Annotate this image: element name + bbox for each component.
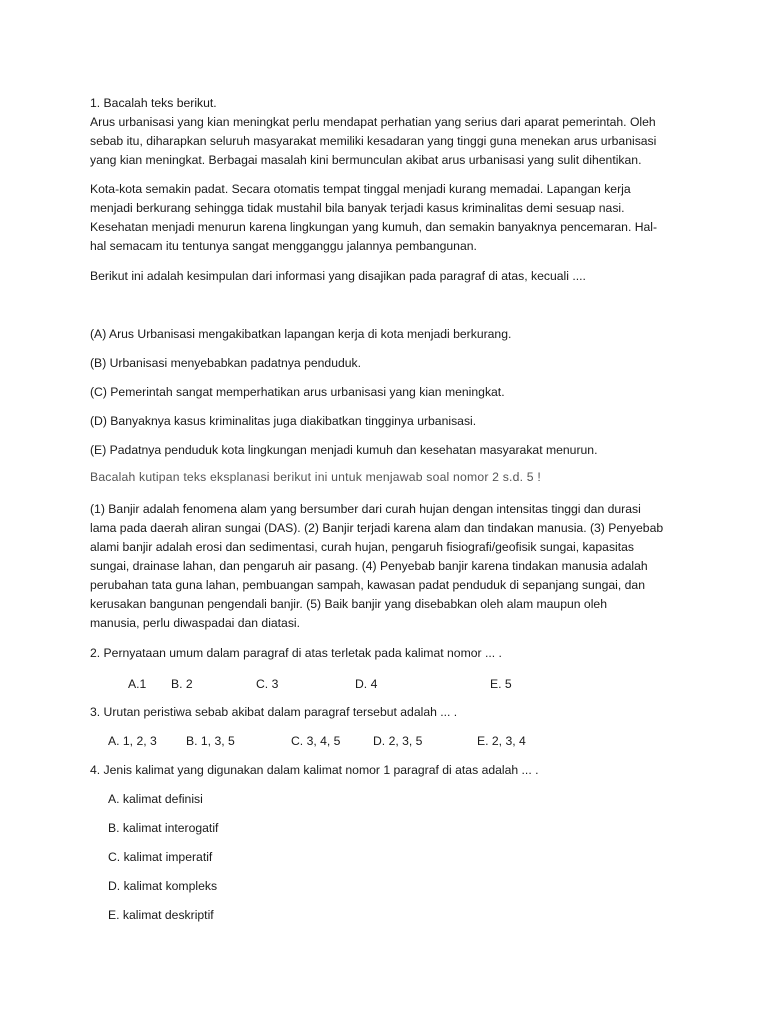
q1-para1-line: sebab itu, diharapkan seluruh masyarakat memiliki kesadaran yang tinggi guna menekan arus urbanisasi [90, 134, 657, 148]
passage-line: (1) Banjir adalah fenomena alam yang bersumber dari curah hujan dengan intensitas tinggi dan durasi [90, 502, 641, 516]
q3-option-d: D. 2, 3, 5 [373, 734, 423, 748]
passage-line: sungai, drainase lahan, dan pengaruh air pasang. (4) Penyebab banjir karena tindakan manusia adalah [90, 559, 648, 573]
passage-line: kerusakan bangunan pengendali banjir. (5) Baik banjir yang disebabkan oleh alam maupun oleh [90, 597, 607, 611]
q1-para2-line: Kota-kota semakin padat. Secara otomatis tempat tinggal menjadi kurang memadai. Lapangan kerja [90, 182, 631, 196]
q1-option-a: (A) Arus Urbanisasi mengakibatkan lapangan kerja di kota menjadi berkurang. [90, 327, 512, 341]
q1-option-d: (D) Banyaknya kasus kriminalitas juga diakibatkan tingginya urbanisasi. [90, 414, 477, 428]
q4-option-b: B. kalimat interogatif [108, 821, 219, 835]
q3-options [0, 732, 768, 751]
q1-para2-line: Kesehatan menjadi menurun karena lingkungan yang kumuh, dan semakin banyaknya pencemaran. Hal- [90, 220, 658, 234]
q4-question: 4. Jenis kalimat yang digunakan dalam kalimat nomor 1 paragraf di atas adalah ... . [90, 763, 539, 777]
q3-option-b: B. 1, 3, 5 [186, 734, 235, 748]
q2-question: 2. Pernyataan umum dalam paragraf di atas terletak pada kalimat nomor ... . [90, 646, 502, 660]
q1-para2-line: menjadi berkurang sehingga tidak mustahil bila banyak terjadi kasus kriminalitas demi sesuap nasi. [90, 201, 625, 215]
q1-option-e: (E) Padatnya penduduk kota lingkungan menjadi kumuh dan kesehatan masyarakat menurun. [90, 443, 598, 457]
q1-para2 [90, 180, 690, 256]
q2-option-d: D. 4 [355, 677, 378, 691]
passage [90, 500, 690, 633]
q1-option-c: (C) Pemerintah sangat memperhatikan arus urbanisasi yang kian meningkat. [90, 385, 505, 399]
q1-heading: 1. Bacalah teks berikut. [90, 96, 217, 110]
q1-question: Berikut ini adalah kesimpulan dari informasi yang disajikan pada paragraf di atas, kecuali .... [90, 269, 586, 283]
passage-line: lama pada daerah aliran sungai (DAS). (2) Banjir terjadi karena alam dan tindakan manusia. (3) Penyebab [90, 521, 664, 535]
q1-option-b: (B) Urbanisasi menyebabkan padatnya penduduk. [90, 356, 362, 370]
q1-para1-line: Arus urbanisasi yang kian meningkat perlu mendapat perhatian yang serius dari aparat pemerintah. Oleh [90, 115, 656, 129]
q4-option-c: C. kalimat imperatif [108, 850, 213, 864]
q3-option-c: C. 3, 4, 5 [291, 734, 341, 748]
q3-question: 3. Urutan peristiwa sebab akibat dalam paragraf tersebut adalah ... . [90, 705, 458, 719]
q3-option-e: E. 2, 3, 4 [477, 734, 526, 748]
q1-block [90, 94, 690, 170]
q2-options [0, 675, 768, 694]
q4-option-a: A. kalimat definisi [108, 792, 203, 806]
q2-option-e: E. 5 [490, 677, 512, 691]
q4-option-e: E. kalimat deskriptif [108, 908, 214, 922]
q1-para1-line: yang kian meningkat. Berbagai masalah kini bermunculan akibat arus urbanisasi yang sulit dihentikan. [90, 153, 642, 167]
q4-option-d: D. kalimat kompleks [108, 879, 218, 893]
q3-option-a: A. 1, 2, 3 [108, 734, 157, 748]
q2-option-c: C. 3 [256, 677, 279, 691]
passage-line: perubahan tata guna lahan, pembuangan sampah, kawasan padat penduduk di sepanjang sungai, dan [90, 578, 645, 592]
passage-line: alami banjir adalah erosi dan sedimentasi, curah hujan, pengaruh fisiografi/geofisik sungai, kapasitas [90, 540, 635, 554]
passage-line: manusia, perlu diwaspadai dan diatasi. [90, 616, 301, 630]
passage-intro: Bacalah kutipan teks eksplanasi berikut ini untuk menjawab soal nomor 2 s.d. 5 ! [90, 470, 541, 484]
q1-para2-line: hal semacam itu tentunya sangat mengganggu jalannya pembangunan. [90, 239, 477, 253]
q2-option-a: A.1 [128, 677, 147, 691]
q2-option-b: B. 2 [171, 677, 193, 691]
